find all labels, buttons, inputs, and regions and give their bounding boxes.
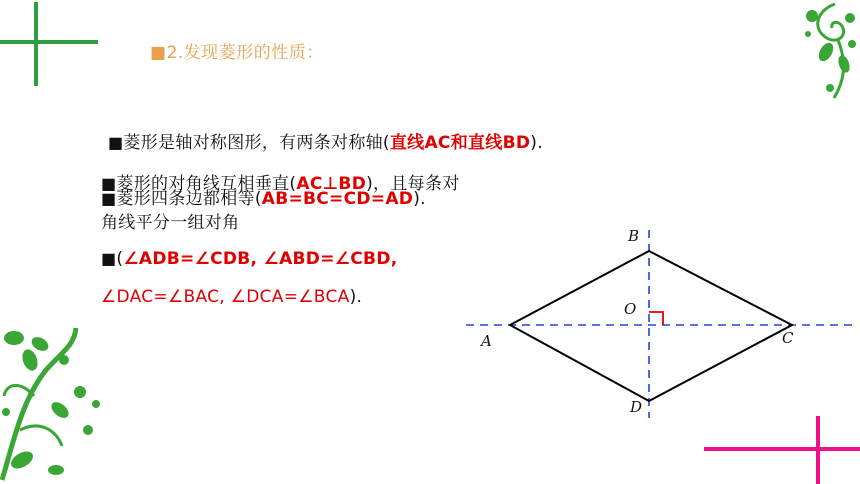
prop1-text-a: 菱形是轴对称图形，有两条对称轴(	[123, 133, 390, 153]
bullet: ■	[101, 249, 117, 268]
title-text: 2.发现菱形的性质：	[166, 43, 324, 63]
rhombus-edges	[510, 251, 792, 401]
prop2-text-b: ).	[413, 189, 426, 209]
prop4-highlight-line1: ∠ADB=∠CDB, ∠ABD=∠CBD,	[123, 249, 398, 269]
right-angle-mark	[649, 312, 663, 325]
title-bullet: ■	[150, 43, 167, 63]
prop4-open: (	[116, 249, 124, 269]
prop3-text-b: )，且每条对	[366, 174, 460, 194]
point-label-b: B	[628, 227, 640, 245]
prop4-highlight-line2: ∠DAC=∠BAC, ∠DCA=∠BCA	[101, 287, 350, 307]
prop4-close: ).	[349, 287, 363, 307]
point-label-d: D	[630, 398, 643, 416]
bullet: ■	[108, 133, 124, 152]
point-label-a: A	[481, 332, 492, 350]
point-label-o: O	[624, 300, 637, 318]
bullet: ■	[101, 174, 117, 193]
prop3-highlight: AC⊥BD	[296, 174, 367, 194]
prop1-highlight: 直线AC和直线BD	[389, 133, 531, 153]
bullet: ■	[101, 189, 117, 208]
prop3-text-a: 菱形的对角线互相垂直(	[116, 174, 297, 194]
property3-line2: 角线平分一组对角	[101, 213, 240, 233]
prop1-text-b: ).	[530, 133, 543, 153]
point-label-c: C	[782, 329, 794, 347]
prop2-text-a: 菱形四条边都相等(	[116, 189, 262, 209]
prop2-highlight: AB=BC=CD=AD	[261, 189, 414, 209]
